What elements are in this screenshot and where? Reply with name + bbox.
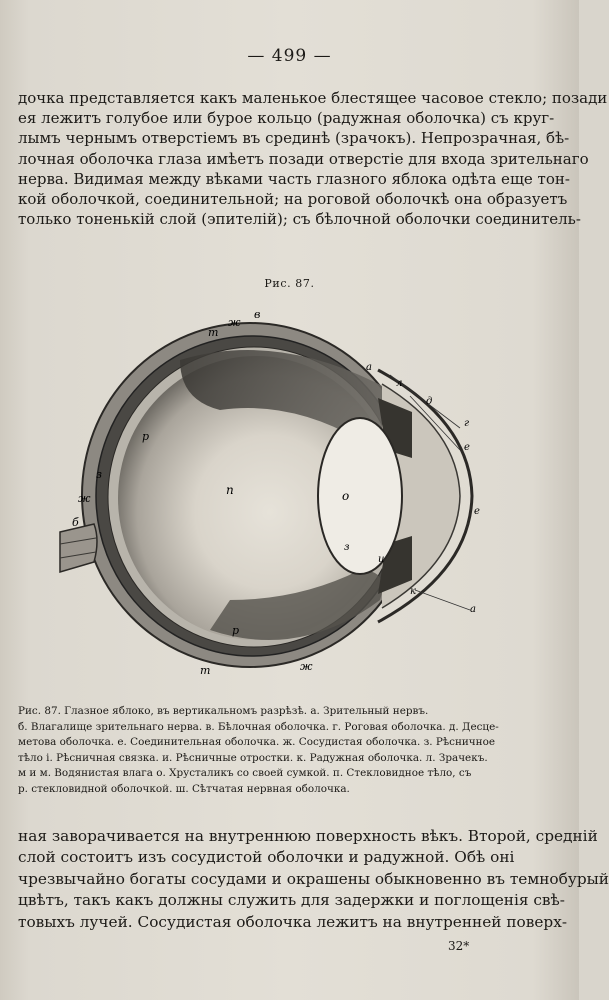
page-number: — 499 — [247,46,332,66]
text-line: слой состоитъ изъ сосудистой оболочки и радужной. Обѣ оні [18,848,515,867]
caption-line: м и м. Водянистая влага о. Хрусталикъ со своей сумкой. п. Стекловидное тѣло, съ [18,767,472,780]
figure-letter: к [410,586,416,597]
figure-letter: а [366,362,372,373]
eyeball-section-drawing [60,300,520,680]
text-line: кой оболочкой, соединительной; на роговой оболочкѣ она образуетъ [18,190,568,209]
figure-letter: р [142,430,150,443]
figure-letter: ж [78,492,91,505]
figure-letter: и [378,554,385,565]
figure-letter: а [470,604,476,615]
crystalline-lens [318,418,402,574]
caption-line: р. стекловидной оболочкой. ш. Сѣтчатая нервная оболочка. [18,782,350,795]
figure-letter: з [96,468,102,481]
figure-letter: т [200,664,211,677]
figure-letter: д [426,396,433,407]
caption-line: б. Влагалище зрительнаго нерва. в. Бѣлочная оболочка. г. Роговая оболочка. д. Десце- [18,720,499,733]
figure-letter: л [396,378,403,389]
caption-line: Рис. 87. Глазное яблоко, въ вертикальномъ разрѣзѣ. а. Зрительный нервъ. [18,705,429,717]
text-line: нерва. Видимая между вѣками часть глазного яблока одѣта еще тон- [18,169,570,188]
text-line: лымъ чернымъ отверстіемъ въ срединѣ (зрачокъ). Непрозрачная, бѣ- [18,129,570,148]
text-line: чрезвычайно богаты сосудами и окрашены обыкновенно въ темнобурый [18,869,609,888]
optic-nerve [60,524,97,572]
figure-caption [18,704,510,798]
text-line: ная заворачивается на внутреннюю поверхность вѣкъ. Второй, средній [18,827,598,845]
text-line: ея лежитъ голубое или бурое кольцо (радужная оболочка) съ круг- [18,109,555,128]
figure-letter: г [464,418,470,429]
figure-letter: р [232,624,240,637]
text-line: товыхъ лучей. Сосудистая оболочка лежитъ на внутренней поверх- [18,912,567,931]
figure-letter: з [344,542,350,553]
text-line: дочка представляется какъ маленькое блестящее часовое стекло; позади [18,89,608,107]
figure-letter: е [474,506,480,517]
figure-letter: п [226,483,234,497]
figure-letter: о [342,489,350,503]
paragraph-bottom [18,826,609,933]
text-line: цвѣтъ, такъ какъ должны служить для задержки и поглощенія свѣ- [18,891,565,910]
figure-letter: в [254,308,261,321]
text-line: лочная оболочка глаза имѣетъ позади отверстіе для входа зрительнаго [18,149,589,168]
text-line: только тоненькій слой (эпителій); съ бѣлочной оболочки соединитель- [18,210,581,229]
figure-letter: ж [228,316,241,329]
figure-label: Рис. 87. [264,277,315,290]
figure-letter: т [208,326,219,339]
printer-signature: 32* [448,939,470,953]
caption-line: тѣло і. Рѣсничная связка. и. Рѣсничные отростки. к. Радужная оболочка. л. Зрачекъ. [18,751,488,764]
figure-letter: ж [300,660,313,673]
eye-illustration [60,300,520,680]
paragraph-top [18,88,608,229]
figure-letter: б [72,516,79,529]
caption-line: метова оболочка. е. Соединительная оболочка. ж. Сосудистая оболочка. з. Рѣсничное [18,736,496,749]
figure-letter: е [464,442,470,453]
